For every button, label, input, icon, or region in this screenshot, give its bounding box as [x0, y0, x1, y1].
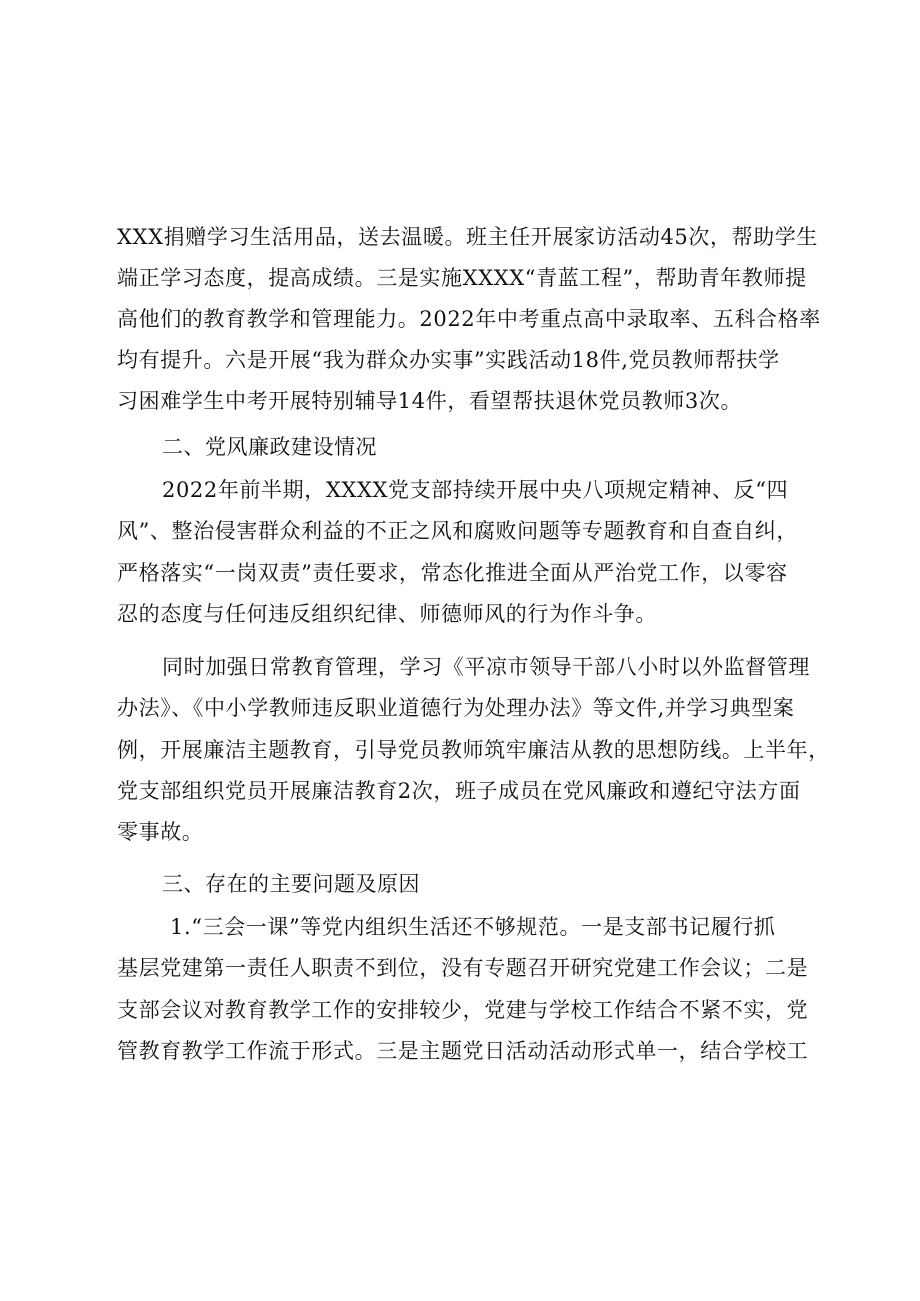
body-text-line: 严格落实“一岗双责”责任要求，常态化推进全面从严治党工作，以零容: [117, 561, 788, 585]
body-text-line: 基层党建第一责任人职责不到位，没有专题召开研究党建工作会议；二是: [117, 956, 809, 980]
body-text-line: 零事故。: [117, 820, 204, 844]
body-text-line: 办法》、《中小学教师违反职业道德行为处理办法》等文件,并学习典型案: [117, 696, 795, 720]
body-text-line: 端正学习态度，提高成绩。三是实施XXXX“青蓝工程”，帮助青年教师提: [117, 266, 807, 290]
body-text-line: XXX捐赠学习生活用品，送去温暖。班主任开展家访活动45次，帮助学生: [117, 225, 818, 249]
body-text-line: 2022年前半期，XXXX党支部持续开展中央八项规定精神、反“四: [162, 478, 789, 502]
body-text-line: 均有提升。六是开展“我为群众办实事”实践活动18件,党员教师帮扶学: [117, 348, 780, 372]
body-text-line: 风”、整治侵害群众利益的不正之风和腐败问题等专题教育和自查自纠，: [117, 519, 798, 543]
body-text-line: 1.“三会一课”等党内组织生活还不够规范。一是支部书记履行抓: [170, 915, 776, 939]
body-text-line: 例，开展廉洁主题教育，引导党员教师筑牢廉洁从教的思想防线。上半年，: [117, 738, 830, 762]
body-text-line: 管教育教学工作流于形式。三是主题党日活动活动形式单一，结合学校工: [117, 1039, 809, 1063]
body-text-line: 党支部组织党员开展廉洁教育2次，班子成员在党风廉政和遵纪守法方面: [117, 779, 801, 803]
body-text-line: 同时加强日常教育管理，学习《平凉市领导干部八小时以外监督管理: [162, 655, 810, 679]
body-text-line: 习困难学生中考开展特别辅导14件，看望帮扶退休党员教师3次。: [117, 389, 743, 413]
section-heading-3: 三、存在的主要问题及原因: [162, 872, 420, 896]
body-text-line: 高他们的教育教学和管理能力。2022年中考重点高中录取率、五科合格率: [117, 307, 821, 331]
section-heading-2: 二、党风廉政建设情况: [162, 435, 377, 459]
body-text-line: 忍的态度与任何违反组织纪律、师德师风的行为作斗争。: [117, 602, 657, 626]
body-text-line: 支部会议对教育教学工作的安排较少，党建与学校工作结合不紧不实，党: [117, 998, 809, 1022]
